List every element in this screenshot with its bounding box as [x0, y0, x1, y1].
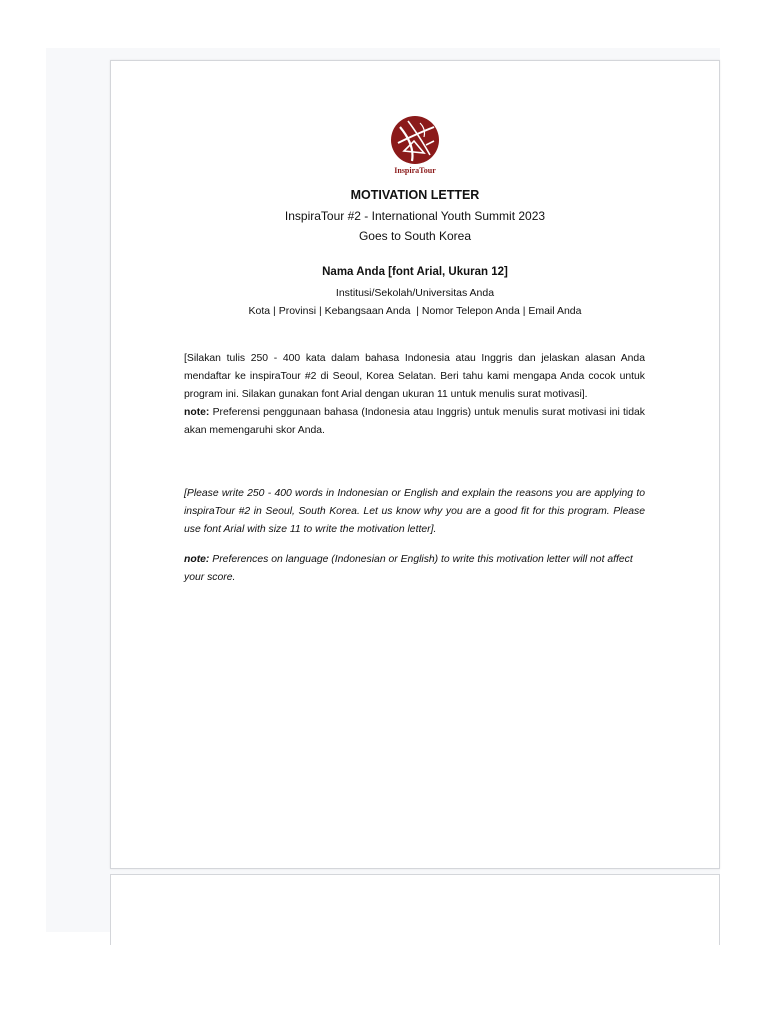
institution-placeholder: Institusi/Sekolah/Universitas Anda [335, 287, 495, 299]
logo-wordmark: InspiraTour [394, 166, 436, 175]
note-label-id: note: [184, 407, 210, 419]
document-page-next [110, 874, 720, 945]
applicant-name-placeholder: Nama Anda [font Arial, Ukuran 12] [322, 266, 508, 278]
instructions-english [184, 485, 645, 539]
letter-title: MOTIVATION LETTER [350, 188, 480, 202]
instructions-indonesian [184, 350, 645, 440]
document-page [110, 60, 720, 869]
note-english [184, 551, 645, 587]
instructions-id-text: [Silakan tulis 250 - 400 kata dalam bahasa Indonesia atau Inggris dan jelaskan alasan Anda mendaftar ke inspiraTour #2 di Seoul, Korea Selatan. Beri tahu kami mengapa Anda cocok untuk program ini. Silakan gunakan font Arial dengan ukuran 11 untuk menulis surat motivasi]. [184, 353, 645, 401]
note-text-id: Preferensi penggunaan bahasa (Indonesia atau Inggris) untuk menulis surat motivasi ini tidak akan memengaruhi skor Anda. [184, 407, 645, 437]
letter-subtitle-line1: InspiraTour #2 - International Youth Summit 2023 [284, 209, 546, 223]
note-label-en: note: [184, 554, 210, 565]
letter-subtitle-line2: Goes to South Korea [358, 229, 472, 243]
note-text-en: Preferences on language (Indonesian or English) to write this motivation letter will not affect your score. [184, 554, 633, 584]
globe-logo-icon [390, 115, 440, 165]
instructions-en-text: [Please write 250 - 400 words in Indonesian or English and explain the reasons you are applying to inspiraTour #2 in Seoul, South Korea. Let us know why you are a good fit for this program. Please use font Arial with size 11 to write the motivation letter]. [184, 488, 645, 536]
contact-line-placeholder: Kota | Provinsi | Kebangsaan Anda | Nomor Telepon Anda | Email Anda [248, 305, 582, 317]
inspiratour-logo [389, 115, 441, 175]
